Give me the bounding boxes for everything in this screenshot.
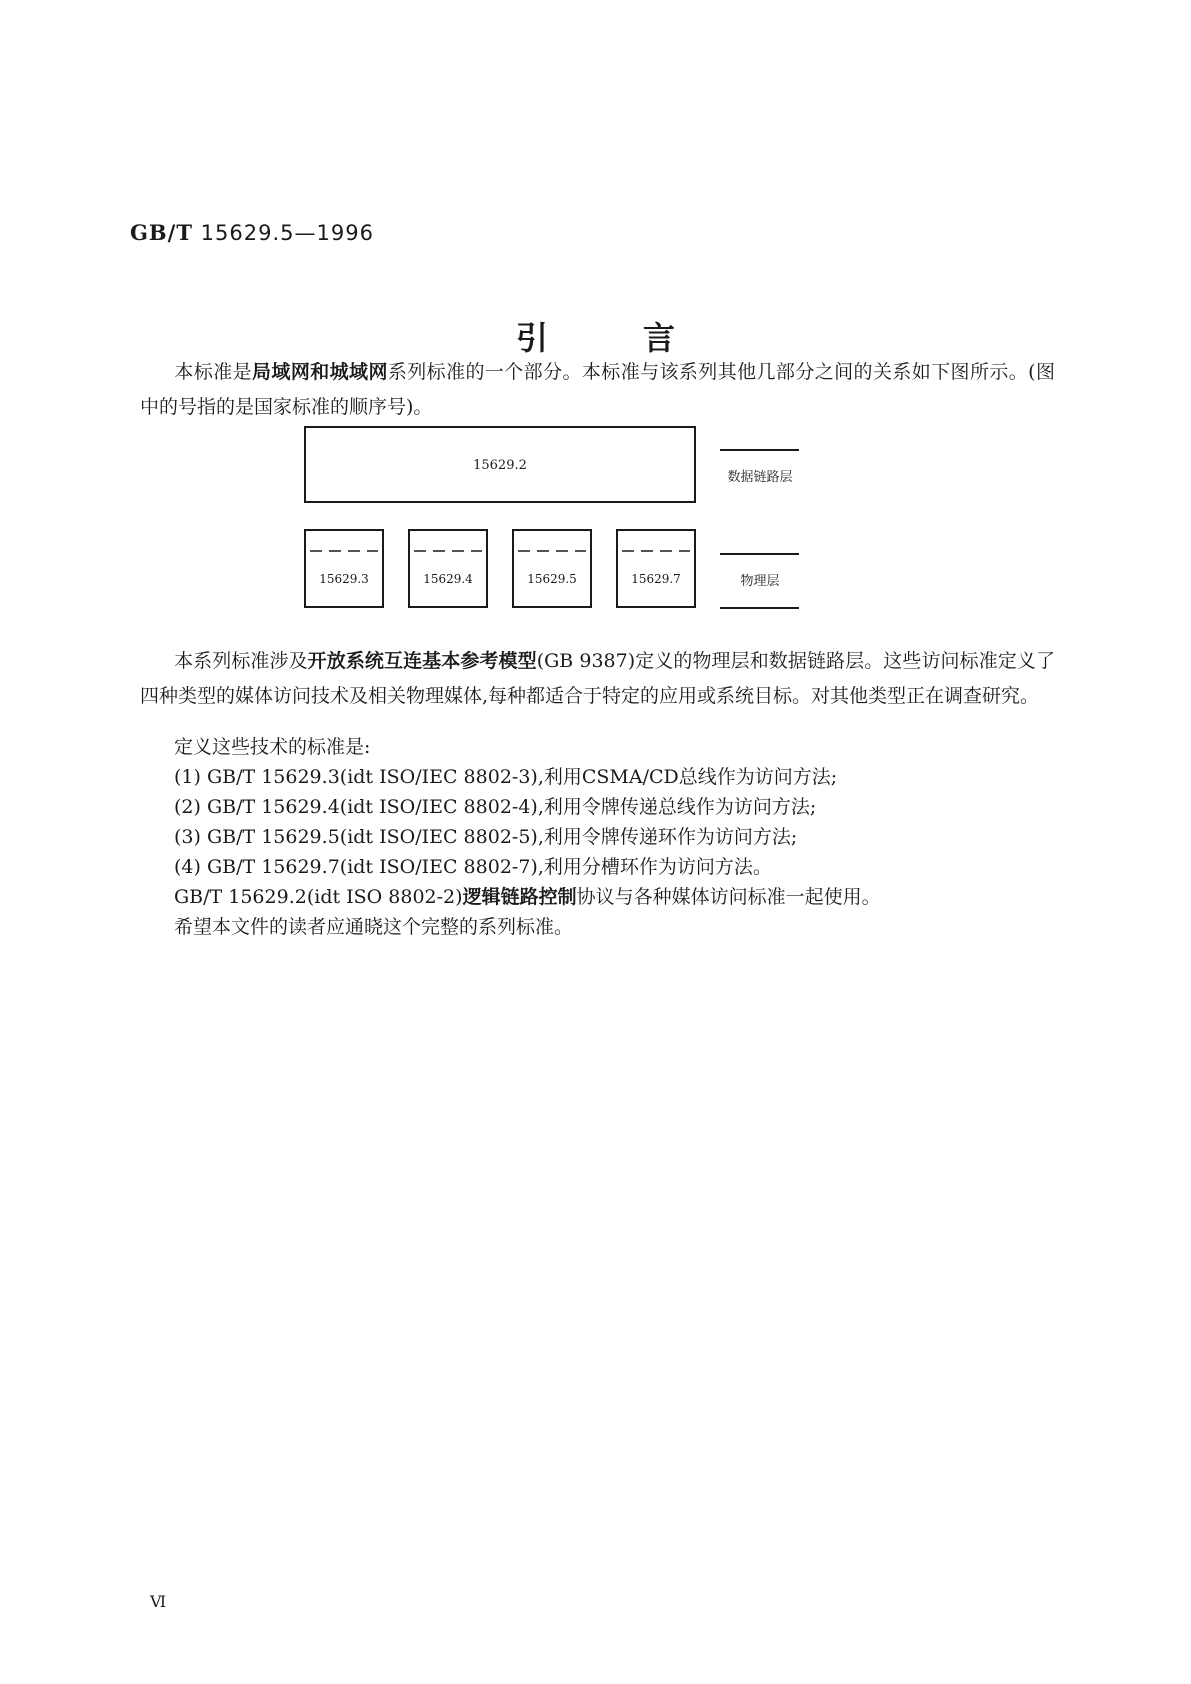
llc-note-bold: 逻辑链路控制 [462, 886, 577, 908]
physical-box-3-label: 15629.5 [527, 572, 577, 586]
scope-text-1: 本系列标准涉及 [174, 650, 308, 672]
physical-box-1 [305, 530, 383, 607]
physical-box-4-label: 15629.7 [631, 572, 681, 586]
data-link-box-label: 15629.2 [473, 458, 527, 473]
scope-paragraph [140, 644, 1055, 714]
closing-line: 希望本文件的读者应通晓这个完整的系列标准。 [174, 916, 574, 938]
standards-list-item-3: (3) GB/T 15629.5(idt ISO/IEC 8802-5),利用令牌传递环作为访问方法; [174, 826, 798, 848]
standards-intro: 定义这些技术的标准是: [174, 736, 371, 758]
intro-text-2: 系列标准的一个部分。本标准与该系列其他几部分之间的关系如下图所示。(图中的号指的是国家标准的顺序号)。 [140, 361, 1055, 418]
llc-note [174, 882, 881, 912]
standards-list-item-2: (2) GB/T 15629.4(idt ISO/IEC 8802-4),利用令牌传递总线作为访问方法; [174, 796, 817, 818]
standards-list-item-4: (4) GB/T 15629.7(idt ISO/IEC 8802-7),利用分槽环作为访问方法。 [174, 856, 772, 878]
layer-diagram [0, 0, 1191, 700]
physical-box-3 [513, 530, 591, 607]
standard-code-number: 15629.5—1996 [200, 221, 374, 245]
page-number: Ⅵ [150, 1592, 167, 1611]
standard-code-prefix: GB/T [130, 220, 193, 245]
physical-box-1-label: 15629.3 [319, 572, 369, 586]
physical-box-2-label: 15629.4 [423, 572, 473, 586]
page-title: 引言 [515, 319, 770, 357]
physical-box-2 [409, 530, 487, 607]
physical-layer-label: 物理层 [740, 574, 780, 589]
llc-note-text-2: 协议与各种媒体访问标准一起使用。 [576, 886, 881, 908]
intro-text-bold: 局域网和城域网 [252, 361, 388, 383]
scope-text-bold: 开放系统互连基本参考模型 [307, 650, 537, 672]
physical-box-4 [617, 530, 695, 607]
llc-note-text-1: GB/T 15629.2(idt ISO 8802-2) [174, 886, 463, 908]
intro-text-1: 本标准是 [174, 361, 253, 383]
standards-list-item-1: (1) GB/T 15629.3(idt ISO/IEC 8802-3),利用CSMA/CD总线作为访问方法; [174, 766, 838, 788]
scope-text-2: (GB 9387)定义的物理层和数据链路层。这些访问标准定义了四种类型的媒体访问技术及相关物理媒体,每种都适合于特定的应用或系统目标。对其他类型正在调查研究。 [140, 650, 1055, 707]
data-link-layer-label: 数据链路层 [727, 470, 793, 485]
